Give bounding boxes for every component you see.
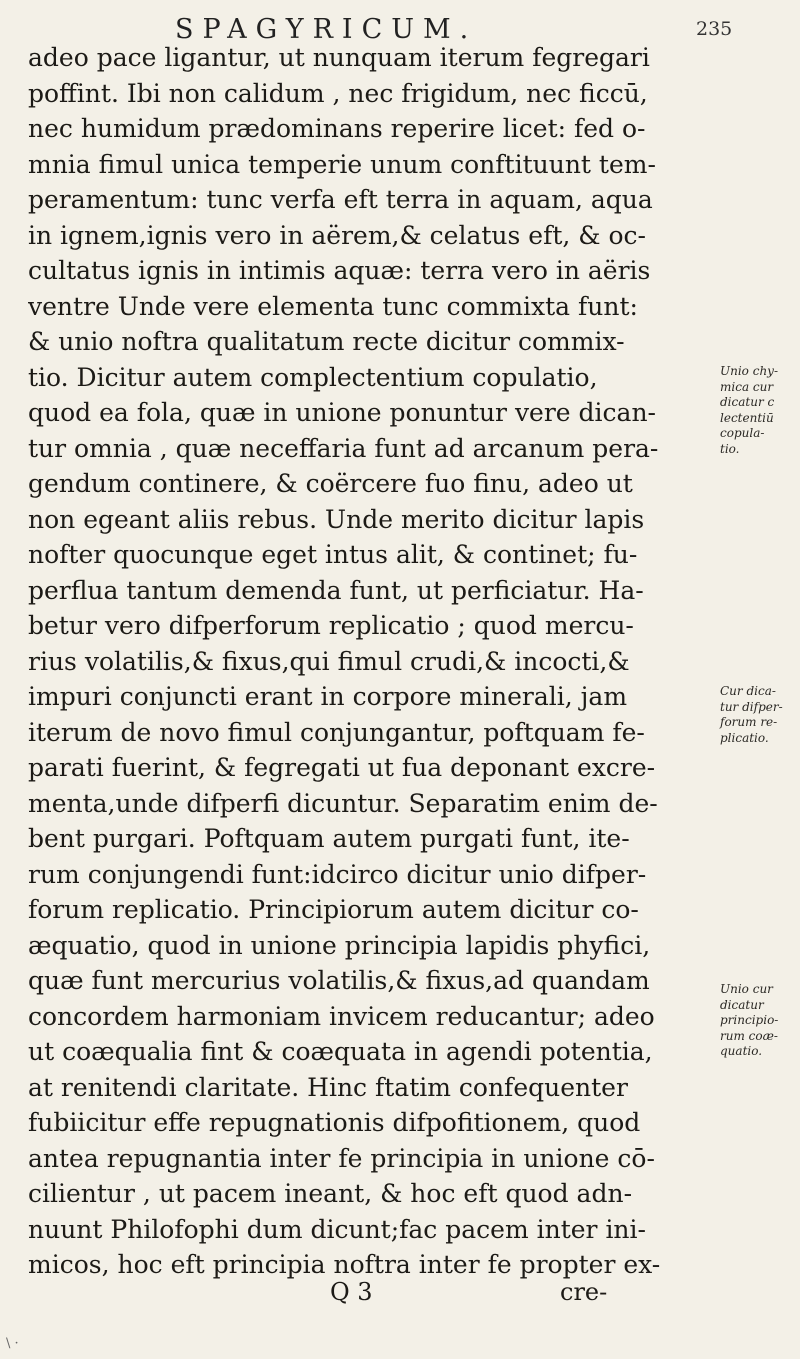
margin-note-line: copula- bbox=[720, 426, 765, 440]
margin-note-line: Cur dica- bbox=[720, 684, 776, 698]
text-line: peramentum: tunc verfa eft terra in aquam, aqua bbox=[28, 185, 653, 214]
margin-note-line: rum coæ- bbox=[720, 1028, 778, 1043]
margin-note-line: tio. bbox=[720, 441, 740, 456]
margin-note-line: quatio. bbox=[720, 1044, 763, 1058]
text-line: quod ea fola, quæ in unione ponuntur vere dican- bbox=[28, 398, 657, 427]
footer-mark: \ · bbox=[6, 1336, 19, 1351]
text-line: at renitendi claritate. Hinc ftatim confequenter bbox=[28, 1072, 628, 1102]
signature-mark: Q 3 bbox=[330, 1278, 373, 1306]
text-line: antea repugnantia inter fe principia in unione cō- bbox=[28, 1143, 655, 1173]
margin-note-replicatio bbox=[720, 684, 783, 746]
text-line: cilientur , ut pacem ineant, & hoc eft quod adn- bbox=[28, 1179, 633, 1208]
text-line: nec humidum prædominans reperire licet: fed o- bbox=[28, 114, 646, 143]
text-line: impuri conjuncti erant in corpore minerali, jam bbox=[28, 682, 628, 711]
margin-note-line: Unio chy- bbox=[720, 364, 779, 378]
catchword: cre- bbox=[560, 1278, 608, 1306]
margin-note-line: lectentiū bbox=[720, 410, 774, 425]
text-line: nuunt Philofophi dum dicunt;fac pacem inter ini- bbox=[28, 1214, 646, 1244]
main-text-block bbox=[28, 40, 718, 1283]
text-line: non egeant aliis rebus. Unde merito dicitur lapis bbox=[28, 504, 645, 534]
margin-note-coaequatio bbox=[720, 982, 778, 1060]
margin-note-line: tur difper- bbox=[720, 699, 783, 714]
text-line: quæ funt mercurius volatilis,& fixus,ad quandam bbox=[28, 966, 650, 995]
text-line: menta,unde difperfi dicuntur. Separatim enim de- bbox=[28, 788, 658, 818]
text-line: adeo pace ligantur, ut nunquam iterum fegregari bbox=[28, 43, 650, 72]
text-line: æquatio, quod in unione principia lapidis phyfici, bbox=[28, 930, 651, 960]
margin-note-line: principio- bbox=[720, 1013, 779, 1027]
text-line: iterum de novo fimul conjungantur, poftquam fe- bbox=[28, 717, 645, 747]
running-title: SPAGYRICUM. bbox=[175, 14, 478, 45]
margin-note-unio-chymica bbox=[720, 364, 778, 457]
text-line: betur vero difperforum replicatio ; quod mercu- bbox=[28, 611, 634, 640]
text-line: poffint. Ibi non calidum , nec frigidum, nec ficcū, bbox=[28, 78, 648, 108]
text-line: mnia fimul unica temperie unum conftituunt tem- bbox=[28, 149, 656, 179]
text-line: fubiicitur effe repugnationis difpofitionem, quod bbox=[28, 1108, 641, 1137]
text-line: bent purgari. Poftquam autem purgati funt, ite- bbox=[28, 824, 630, 853]
margin-note-line: dicatur bbox=[720, 997, 764, 1012]
text-line: ut coæqualia fint & coæquata in agendi potentia, bbox=[28, 1037, 653, 1066]
text-line: ventre Unde vere elementa tunc commixta funt: bbox=[28, 291, 638, 321]
margin-note-line: dicatur c bbox=[720, 395, 775, 409]
margin-note-line: Unio cur bbox=[720, 982, 773, 996]
margin-note-line: forum re- bbox=[720, 715, 778, 729]
text-line: in ignem,ignis vero in aërem,& celatus eft, & oc- bbox=[28, 220, 646, 250]
page-number: 235 bbox=[696, 18, 733, 40]
text-line: rum conjungendi funt:idcirco dicitur unio difper- bbox=[28, 859, 647, 889]
text-line: tio. Dicitur autem complectentium copulatio, bbox=[28, 362, 598, 392]
text-line: perflua tantum demenda funt, ut perficiatur. Ha- bbox=[28, 575, 644, 605]
text-line: cultatus ignis in intimis aquæ: terra vero in aëris bbox=[28, 256, 651, 285]
text-line: rius volatilis,& fixus,qui fimul crudi,& incocti,& bbox=[28, 646, 630, 676]
text-line: gendum continere, & coërcere fuo finu, adeo ut bbox=[28, 469, 633, 498]
text-line: concordem harmoniam invicem reducantur; adeo bbox=[28, 1001, 655, 1031]
margin-note-line: plicatio. bbox=[720, 730, 769, 745]
text-line: nofter quocunque eget intus alit, & continet; fu- bbox=[28, 540, 638, 569]
text-line: & unio noftra qualitatum recte dicitur commix- bbox=[28, 327, 625, 356]
text-line: forum replicatio. Principiorum autem dicitur co- bbox=[28, 895, 639, 924]
text-line: parati fuerint, & fegregati ut fua deponant excre- bbox=[28, 753, 656, 782]
text-line: tur omnia , quæ neceffaria funt ad arcanum pera- bbox=[28, 433, 659, 463]
text-line: micos, hoc eft principia noftra inter fe propter ex- bbox=[28, 1250, 661, 1279]
margin-note-line: mica cur bbox=[720, 379, 774, 394]
